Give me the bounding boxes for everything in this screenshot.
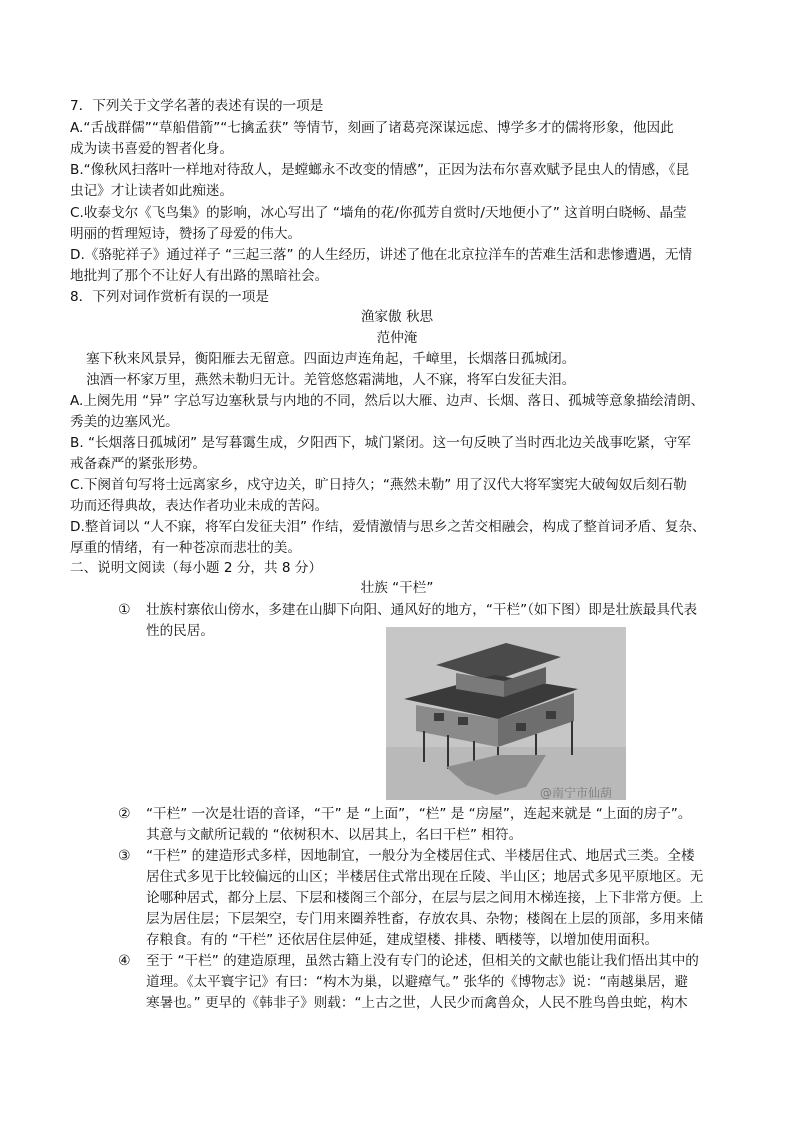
q7-option-c-cont: 明丽的哲理短诗，赞扬了母爱的伟大。 [70, 226, 302, 242]
q7-option-c: C.收泰戈尔《飞鸟集》的影响，冰心写出了 “墙角的花/你孤芳自赏时/天地便小了” 这首明白晓畅、晶莹 [70, 205, 687, 221]
paragraph-4-line: 道理。《太平寰宇记》有曰：“构木为巢，以避瘴气。” 张华的《博物志》说：“南越巢居，避 [146, 974, 689, 990]
article-title: 壮族 “干栏” [360, 580, 434, 596]
q8-option-c-cont: 功而还得典故，表达作者功业未成的苦闷。 [70, 498, 329, 514]
paragraph-2-line: “干栏” 一次是壮语的音译，“干” 是 “上面”，“栏” 是 “房屋”，连起来就是 “上面的房子”。 [146, 806, 692, 822]
q7-option-d-cont: 地批判了那个不让好人有出路的黑暗社会。 [70, 268, 329, 284]
q7-option-b-cont: 虫记》才让读者如此痴迷。 [70, 183, 234, 199]
paragraph-3-line: 存粮食。有的 “干栏” 还依居住层伸延，建成望楼、排楼、晒楼等，以增加使用面积。 [146, 932, 659, 948]
q7-option-b: B.“像秋风扫落叶一样地对待敌人，是螳螂永不改变的情感”，正因为法布尔喜欢赋予昆虫人的情感，《昆 [70, 162, 690, 178]
paragraph-3-line: 居住式多见于比较偏远的山区；半楼居住式常出现在丘陵、半山区；地居式多见平原地区。无 [146, 869, 704, 885]
q8-option-d-cont: 厚重的情绪，有一种苍凉而悲壮的美。 [70, 540, 302, 556]
q8-option-b: B. “长烟落日孤城闭” 是写暮霭生成，夕阳西下，城门紧闭。这一句反映了当时西北边关战事吃紧，守军 [70, 435, 691, 451]
q8-option-a-cont: 秀美的边塞风光。 [70, 414, 179, 430]
poem-line-1: 塞下秋来风景异，衡阳雁去无留意。四面边声连角起，千嶂里，长烟落日孤城闭。 [86, 351, 576, 367]
poem-title: 渔家傲 秋思 [360, 309, 434, 325]
q8-option-a: A.上阕先用 “异” 字总写边塞秋景与内地的不同，然后以大雁、边声、长烟、落日、孤城等意象描绘清朗、 [70, 393, 705, 409]
q8-option-b-cont: 戒备森严的紧张形势。 [70, 456, 206, 472]
poem-line-2: 浊酒一杯家万里，燕然未勒归无计。羌管悠悠霜满地，人不寐，将军白发征夫泪。 [86, 372, 576, 388]
ganlan-house-figure [386, 627, 626, 800]
image-watermark: @南宁市仙葫 [540, 786, 613, 800]
paragraph-1-line: 性的民居。 [146, 623, 214, 639]
paragraph-3-line: “干栏” 的建造形式多样，因地制宜，一般分为全楼居住式、半楼居住式、地居式三类。全楼 [146, 848, 695, 864]
q7-stem: 7．下列关于文学名著的表述有误的一项是 [70, 98, 324, 114]
paragraph-number: ① [118, 602, 131, 618]
q7-option-a: A.“舌战群儒”“草船借箭”“七擒孟获” 等情节，刻画了诸葛亮深谋远虑、博学多才的儒将形象，他因此 [70, 120, 674, 136]
paragraph-1-line: 壮族村寨依山傍水，多建在山脚下向阳、通风好的地方，“干栏”（如下图）即是壮族最具代表 [146, 602, 698, 618]
section-heading: 二、说明文阅读（每小题 2 分，共 8 分） [70, 560, 323, 576]
ganlan-house-drawing [386, 627, 626, 800]
q7-option-d: D.《骆驼祥子》通过祥子 “三起三落” 的人生经历，讲述了他在北京拉洋车的苦难生活和悲惨遭遇，无情 [70, 247, 693, 263]
paragraph-2-line: 其意与文献所记载的 “依树积木、以居其上，名曰干栏” 相符。 [146, 827, 523, 843]
paragraph-number: ④ [118, 953, 131, 969]
q8-option-c: C.下阕首句写将士远离家乡，戍守边关，旷日持久；“燕然未勒” 用了汉代大将军窦宪大破匈奴后刻石勒 [70, 477, 687, 493]
q8-stem: 8．下列对词作赏析有误的一项是 [70, 289, 269, 305]
paragraph-number: ② [118, 806, 131, 822]
paragraph-number: ③ [118, 848, 131, 864]
q7-option-a-cont: 成为读书喜爱的智者化身。 [70, 141, 234, 157]
paragraph-3-line: 层为居住层；下层架空，专门用来圈养牲畜，存放农具、杂物；楼阁在上层的顶部，多用来储 [146, 911, 704, 927]
poem-author: 范仲淹 [376, 330, 418, 346]
paragraph-4-line: 寒暑也。” 更早的《韩非子》则载：“上古之世，人民少而禽兽众，人民不胜鸟兽虫蛇，构木 [146, 995, 688, 1011]
paragraph-4-line: 至于 “干栏” 的建造原理，虽然古籍上没有专门的论述，但相关的文献也能让我们悟出其中的 [146, 953, 699, 969]
paragraph-3-line: 论哪种居式，都分上层、下层和楼阁三个部分，在层与层之间用木梯连接，上下非常方便。上 [146, 890, 704, 906]
q8-option-d: D.整首词以 “人不寐，将军白发征夫泪” 作结，爱情激情与思乡之苦交相融会，构成了整首词矛盾、复杂、 [70, 519, 706, 535]
